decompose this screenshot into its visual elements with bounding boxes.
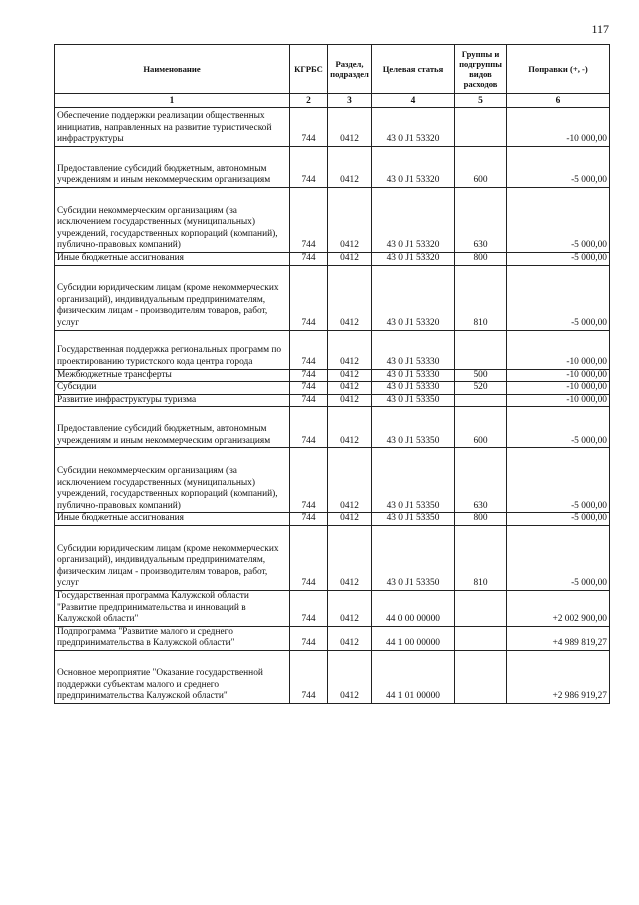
row-name: Субсидии юридическим лицам (кроме некоммерческих организаций), индивидуальным предпринимателям, физическим лицам - производителям товаров, работ, услуг: [55, 265, 290, 330]
row-target: 43 0 J1 53320: [372, 265, 455, 330]
row-name: Подпрограмма "Развитие малого и среднего предпринимательства в Калужской области": [55, 626, 290, 650]
row-section: 0412: [328, 188, 372, 253]
row-section: 0412: [328, 407, 372, 448]
row-group: 500: [455, 369, 507, 382]
row-name: Предоставление субсидий бюджетным, автономным учреждениям и иным некоммерческим организациям: [55, 147, 290, 188]
row-group: 810: [455, 265, 507, 330]
table-row: [55, 407, 610, 448]
row-group: 810: [455, 525, 507, 590]
row-amount: -5 000,00: [507, 265, 610, 330]
row-amount: -5 000,00: [507, 147, 610, 188]
row-kgrbs: 744: [290, 188, 328, 253]
row-amount: -5 000,00: [507, 448, 610, 513]
row-name: Развитие инфраструктуры туризма: [55, 394, 290, 407]
table-row: [55, 513, 610, 526]
row-section: 0412: [328, 253, 372, 266]
row-name: Межбюджетные трансферты: [55, 369, 290, 382]
row-group: 800: [455, 253, 507, 266]
row-target: 43 0 J1 53350: [372, 407, 455, 448]
row-kgrbs: 744: [290, 147, 328, 188]
row-amount: -10 000,00: [507, 382, 610, 395]
row-section: 0412: [328, 448, 372, 513]
row-target: 43 0 J1 53320: [372, 147, 455, 188]
row-target: 43 0 J1 53350: [372, 448, 455, 513]
row-kgrbs: 744: [290, 590, 328, 626]
table-row: [55, 448, 610, 513]
budget-table: [54, 44, 610, 704]
table-row: [55, 147, 610, 188]
row-group: 630: [455, 448, 507, 513]
row-group: [455, 108, 507, 147]
row-amount: -10 000,00: [507, 394, 610, 407]
row-kgrbs: 744: [290, 394, 328, 407]
row-kgrbs: 744: [290, 626, 328, 650]
row-name: Обеспечение поддержки реализации общественных инициатив, направленных на развитие туристической инфраструктуры: [55, 108, 290, 147]
row-group: [455, 394, 507, 407]
row-name: Иные бюджетные ассигнования: [55, 253, 290, 266]
table-row: [55, 253, 610, 266]
table-row: [55, 188, 610, 253]
table-row: [55, 108, 610, 147]
row-target: 43 0 J1 53350: [372, 513, 455, 526]
row-group: 630: [455, 188, 507, 253]
row-group: [455, 626, 507, 650]
row-section: 0412: [328, 265, 372, 330]
row-amount: -5 000,00: [507, 513, 610, 526]
table-row: [55, 650, 610, 703]
row-section: 0412: [328, 147, 372, 188]
row-target: 44 1 01 00000: [372, 650, 455, 703]
row-kgrbs: 744: [290, 407, 328, 448]
row-amount: -5 000,00: [507, 407, 610, 448]
row-section: 0412: [328, 369, 372, 382]
row-target: 43 0 J1 53350: [372, 525, 455, 590]
row-section: 0412: [328, 382, 372, 395]
row-name: Государственная программа Калужской области "Развитие предпринимательства и инноваций в Калужской области": [55, 590, 290, 626]
column-number: 5: [455, 94, 507, 108]
row-kgrbs: 744: [290, 513, 328, 526]
row-target: 43 0 J1 53320: [372, 188, 455, 253]
row-target: 44 1 00 00000: [372, 626, 455, 650]
table-row: [55, 330, 610, 369]
row-section: 0412: [328, 394, 372, 407]
row-target: 43 0 J1 53320: [372, 108, 455, 147]
row-amount: -10 000,00: [507, 330, 610, 369]
row-group: 600: [455, 147, 507, 188]
row-kgrbs: 744: [290, 448, 328, 513]
row-section: 0412: [328, 108, 372, 147]
row-kgrbs: 744: [290, 525, 328, 590]
table-row: [55, 382, 610, 395]
column-number: 4: [372, 94, 455, 108]
row-name: Предоставление субсидий бюджетным, автономным учреждениям и иным некоммерческим организациям: [55, 407, 290, 448]
row-target: 44 0 00 00000: [372, 590, 455, 626]
row-amount: -5 000,00: [507, 253, 610, 266]
row-target: 43 0 J1 53330: [372, 330, 455, 369]
row-name: Субсидии: [55, 382, 290, 395]
row-target: 43 0 J1 53320: [372, 253, 455, 266]
row-group: 520: [455, 382, 507, 395]
row-amount: +2 002 900,00: [507, 590, 610, 626]
row-amount: -10 000,00: [507, 369, 610, 382]
column-number: 2: [290, 94, 328, 108]
row-amount: -5 000,00: [507, 525, 610, 590]
table-row: [55, 369, 610, 382]
row-target: 43 0 J1 53330: [372, 382, 455, 395]
column-number: 3: [328, 94, 372, 108]
row-kgrbs: 744: [290, 265, 328, 330]
row-group: [455, 330, 507, 369]
header-amendments: Поправки (+, -): [507, 45, 610, 94]
row-group: 800: [455, 513, 507, 526]
row-section: 0412: [328, 513, 372, 526]
row-name: Иные бюджетные ассигнования: [55, 513, 290, 526]
table-row: [55, 590, 610, 626]
row-kgrbs: 744: [290, 253, 328, 266]
table-row: [55, 525, 610, 590]
row-amount: +2 986 919,27: [507, 650, 610, 703]
row-amount: -5 000,00: [507, 188, 610, 253]
column-number: 6: [507, 94, 610, 108]
row-kgrbs: 744: [290, 369, 328, 382]
row-kgrbs: 744: [290, 382, 328, 395]
header-name: Наименование: [55, 45, 290, 94]
header-section: Раздел, подраздел: [328, 45, 372, 94]
table-row: [55, 394, 610, 407]
page-number: 117: [591, 22, 609, 36]
row-kgrbs: 744: [290, 330, 328, 369]
row-section: 0412: [328, 525, 372, 590]
row-section: 0412: [328, 626, 372, 650]
row-name: Государственная поддержка региональных программ по проектированию туристского кода центра города: [55, 330, 290, 369]
row-amount: -10 000,00: [507, 108, 610, 147]
row-group: [455, 650, 507, 703]
row-amount: +4 989 819,27: [507, 626, 610, 650]
header-groups: Группы и подгруппы видов расходов: [455, 45, 507, 94]
column-number-row: [55, 94, 610, 108]
row-group: 600: [455, 407, 507, 448]
row-section: 0412: [328, 330, 372, 369]
header-target: Целевая статья: [372, 45, 455, 94]
row-group: [455, 590, 507, 626]
row-section: 0412: [328, 590, 372, 626]
header-kgrbs: КГРБС: [290, 45, 328, 94]
row-target: 43 0 J1 53330: [372, 369, 455, 382]
column-number: 1: [55, 94, 290, 108]
row-kgrbs: 744: [290, 650, 328, 703]
row-name: Основное мероприятие "Оказание государственной поддержки субъектам малого и среднего предпринимательства Калужской области": [55, 650, 290, 703]
row-name: Субсидии юридическим лицам (кроме некоммерческих организаций), индивидуальным предпринимателям, физическим лицам - производителям товаров, работ, услуг: [55, 525, 290, 590]
row-kgrbs: 744: [290, 108, 328, 147]
row-name: Субсидии некоммерческим организациям (за исключением государственных (муниципальных) учреждений, государственных корпораций (компаний), публично-правовых компаний): [55, 188, 290, 253]
header-row: [55, 45, 610, 94]
row-name: Субсидии некоммерческим организациям (за исключением государственных (муниципальных) учреждений, государственных корпораций (компаний), публично-правовых компаний): [55, 448, 290, 513]
table-row: [55, 265, 610, 330]
row-target: 43 0 J1 53350: [372, 394, 455, 407]
table-row: [55, 626, 610, 650]
row-section: 0412: [328, 650, 372, 703]
